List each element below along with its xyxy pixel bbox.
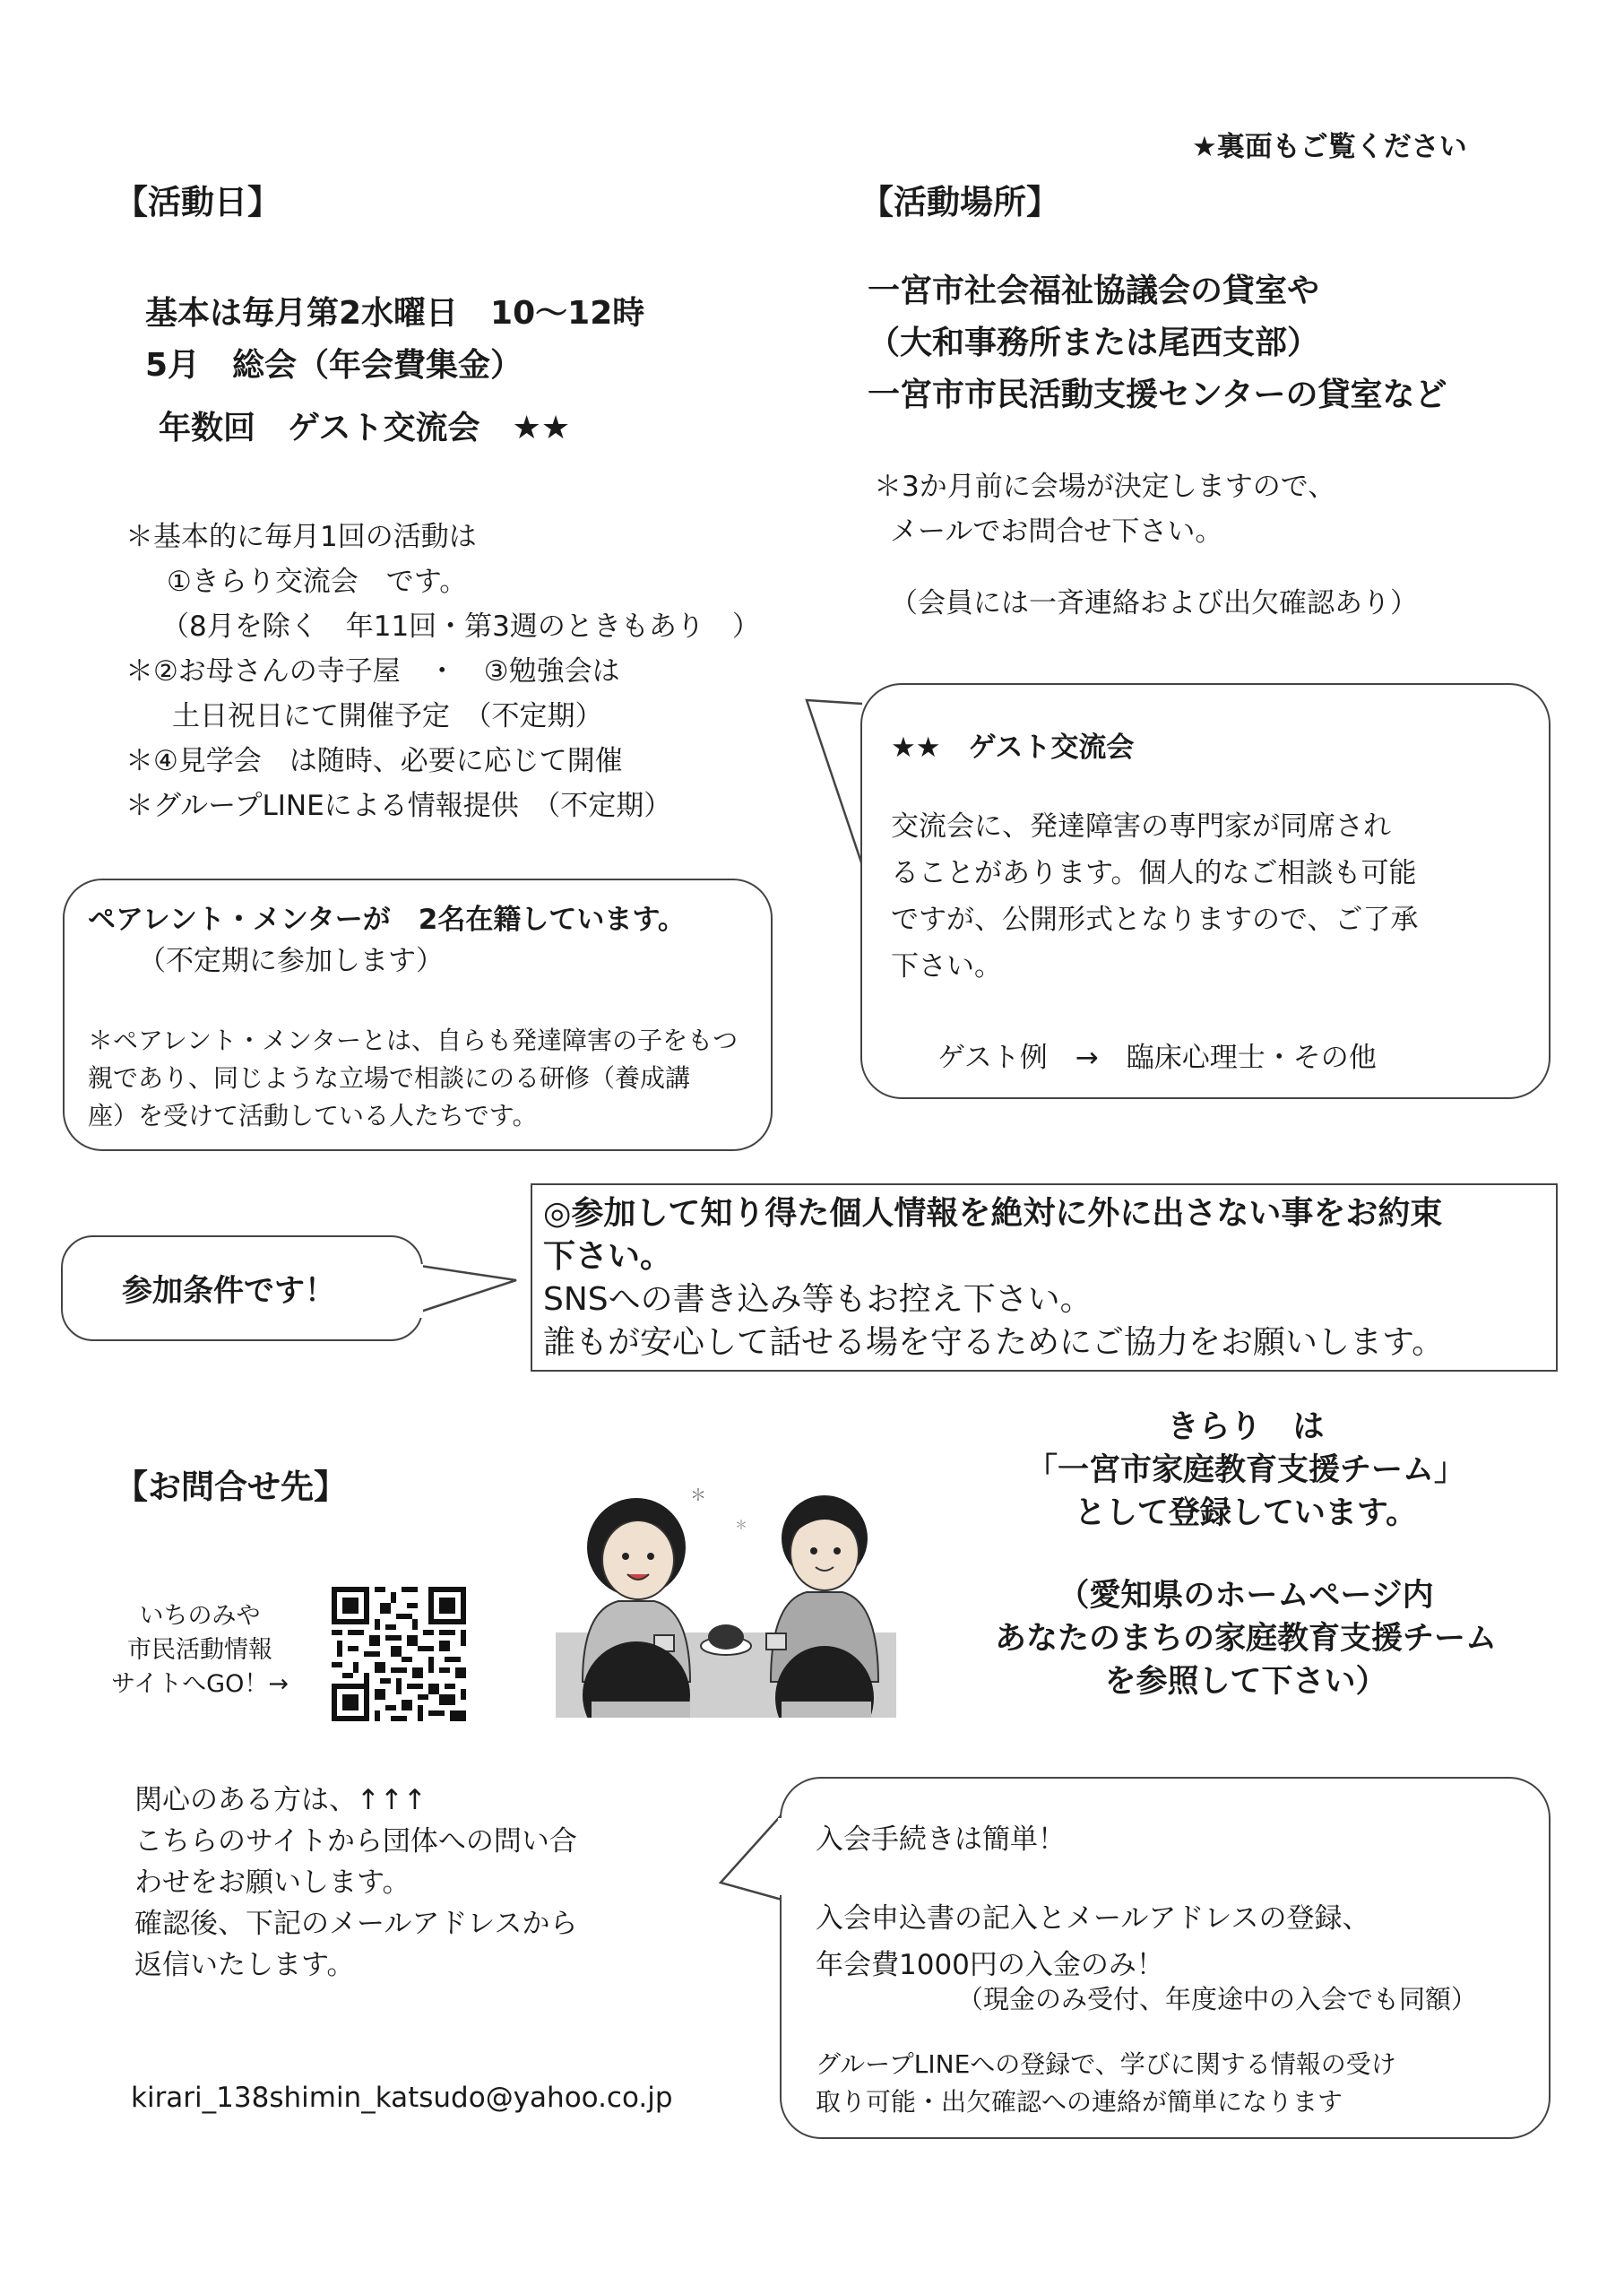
condition-line: 下さい。: [543, 1238, 673, 1275]
join-lines: [816, 1895, 1369, 1988]
condition-line: ◎参加して知り得た個人情報を絶対に外に出さない事をお約束: [543, 1195, 1443, 1232]
mentor-note-line: 親であり、同じような立場で相談にのる研修（養成講: [88, 1063, 691, 1093]
kirari-info-line: きらり は: [1167, 1409, 1325, 1445]
activity-days-heading: 【活動日】: [115, 183, 281, 221]
site-label-line: いちのみや: [139, 1602, 261, 1630]
activity-place-line: （大和事務所または尾西支部）: [868, 325, 1320, 361]
activity-days-main-line: 5月 総会（年会費集金）: [145, 347, 523, 384]
mentor-note-line: ＊ペアレント・メンターとは、自らも発達障害の子をもつ: [88, 1026, 739, 1055]
join-note: （現金のみ受付、年度途中の入会でも同額）: [957, 1984, 1478, 2014]
activity-days-main: [145, 285, 644, 457]
contact-body-line: 確認後、下記のメールアドレスから: [134, 1908, 578, 1940]
guest-box-body: [891, 803, 1418, 990]
kirari-info: [959, 1406, 1533, 1703]
guest-box-title: ★★ ゲスト交流会: [891, 732, 1135, 764]
guest-example: ゲスト例 → 臨床心理士・その他: [937, 1042, 1377, 1074]
mentor-title: ペアレント・メンターが 2名在籍しています。: [88, 904, 686, 936]
activity-place-line: 一宮市市民活動支援センターの貸室など: [868, 377, 1447, 413]
activity-note-line: 土日祝日にて開催予定 （不定期）: [172, 700, 603, 732]
condition-label-bubble: [61, 1235, 423, 1341]
parent-mentor-box: [63, 879, 773, 1151]
contact-body-line: 返信いたします。: [134, 1949, 355, 1981]
join-tail-cover: [774, 1814, 787, 1901]
guest-body-line: 交流会に、発達障害の専門家が同席され: [891, 810, 1391, 843]
kirari-ref-line: を参照して下さい）: [1104, 1664, 1387, 1700]
activity-place-notes: [874, 464, 1418, 626]
activity-days-main-line: 年数回 ゲスト交流会 ★★: [159, 410, 571, 446]
contact-heading: 【お問合せ先】: [115, 1468, 347, 1506]
activity-note-line: ＊グループLINEによる情報提供 （不定期）: [125, 790, 672, 822]
conditions-text: [543, 1192, 1444, 1364]
condition-line: 誰もが安心して話せる場を守るためにご協力をお願いします。: [543, 1324, 1445, 1361]
condition-label: 参加条件です！: [122, 1273, 335, 1309]
activity-days-main-line: 基本は毎月第2水曜日 10～12時: [145, 295, 645, 332]
activity-note-line: （8月を除く 年11回・第3週のときもあり ）: [161, 611, 760, 643]
contact-body-line: こちらのサイトから団体への問い合: [134, 1825, 577, 1858]
kirari-ref-line: あなたのまちの家庭教育支援チーム: [994, 1621, 1497, 1657]
activity-days-notes: [125, 515, 760, 828]
join-line-info: [816, 2046, 1396, 2121]
join-title: 入会手続きは簡単！: [816, 1823, 1066, 1856]
bubble-tail: [803, 695, 866, 874]
contact-email[interactable]: kirari_138shimin_katsudo@yahoo.co.jp: [131, 2082, 673, 2114]
kirari-info-line: として登録しています。: [1074, 1495, 1418, 1531]
join-line-info-line: 取り可能・出欠確認への連絡が簡単になります: [816, 2087, 1343, 2117]
mothers-chatting-illustration: [556, 1467, 896, 1718]
guest-body-line: ることがあります。個人的なご相談も可能: [891, 857, 1417, 889]
contact-body-line: わせをお願いします。: [134, 1866, 410, 1899]
activity-place-line: 一宮市社会福祉協議会の貸室や: [868, 273, 1320, 309]
svg-text:＊: ＊: [735, 1519, 747, 1533]
activity-place-note-line: ＊3か月前に会場が決定しますので、: [874, 471, 1336, 503]
activity-note-line: ＊②お母さんの寺子屋 ・ ③勉強会は: [125, 655, 620, 688]
activity-place-heading: 【活動場所】: [860, 183, 1059, 221]
join-line: 年会費1000円の入金のみ！: [816, 1949, 1164, 1981]
site-label-line: サイトへGO！→: [111, 1670, 289, 1698]
join-line: 入会申込書の記入とメールアドレスの登録、: [816, 1902, 1370, 1935]
qr-code-icon[interactable]: [332, 1587, 466, 1721]
activity-place-note-line: メールでお問合せ下さい。: [890, 515, 1223, 548]
see-back-note: ★裏面もご覧ください: [1192, 131, 1467, 163]
contact-body: [134, 1780, 577, 1986]
activity-place-note-line: （会員には一斉連絡および出欠確認あり）: [890, 587, 1418, 619]
mentor-note-line: 座）を受けて活動している人たちです。: [88, 1101, 538, 1130]
svg-text:＊: ＊: [690, 1486, 706, 1505]
mentor-subtitle: （不定期に参加します）: [138, 945, 444, 977]
guest-body-line: 下さい。: [891, 950, 1002, 983]
activity-note-line: ①きらり交流会 です。: [167, 566, 468, 598]
guest-body-line: ですが、公開形式となりますので、ご了承: [891, 904, 1419, 936]
condition-line: SNSへの書き込み等もお控え下さい。: [543, 1281, 1093, 1318]
join-line-info-line: グループLINEへの登録で、学びに関する情報の受け: [816, 2049, 1396, 2079]
kirari-ref-line: （愛知県のホームページ内: [1058, 1578, 1434, 1614]
site-label-line: 市民活動情報: [127, 1636, 272, 1664]
join-box: [780, 1777, 1551, 2139]
activity-place-main: [868, 265, 1447, 421]
condition-tail-cover: [414, 1255, 432, 1318]
site-label: [106, 1599, 294, 1702]
contact-body-line: 関心のある方は、↑↑↑: [134, 1784, 427, 1816]
activity-note-line: ＊④見学会 は随時、必要に応じて開催: [125, 745, 623, 777]
conditions-box: [531, 1183, 1558, 1372]
kirari-info-line: 「一宮市家庭教育支援チーム」: [1025, 1452, 1465, 1488]
activity-note-line: ＊基本的に毎月1回の活動は: [125, 521, 477, 553]
mentor-note: [88, 1022, 738, 1135]
guest-exchange-box: [860, 683, 1551, 1099]
